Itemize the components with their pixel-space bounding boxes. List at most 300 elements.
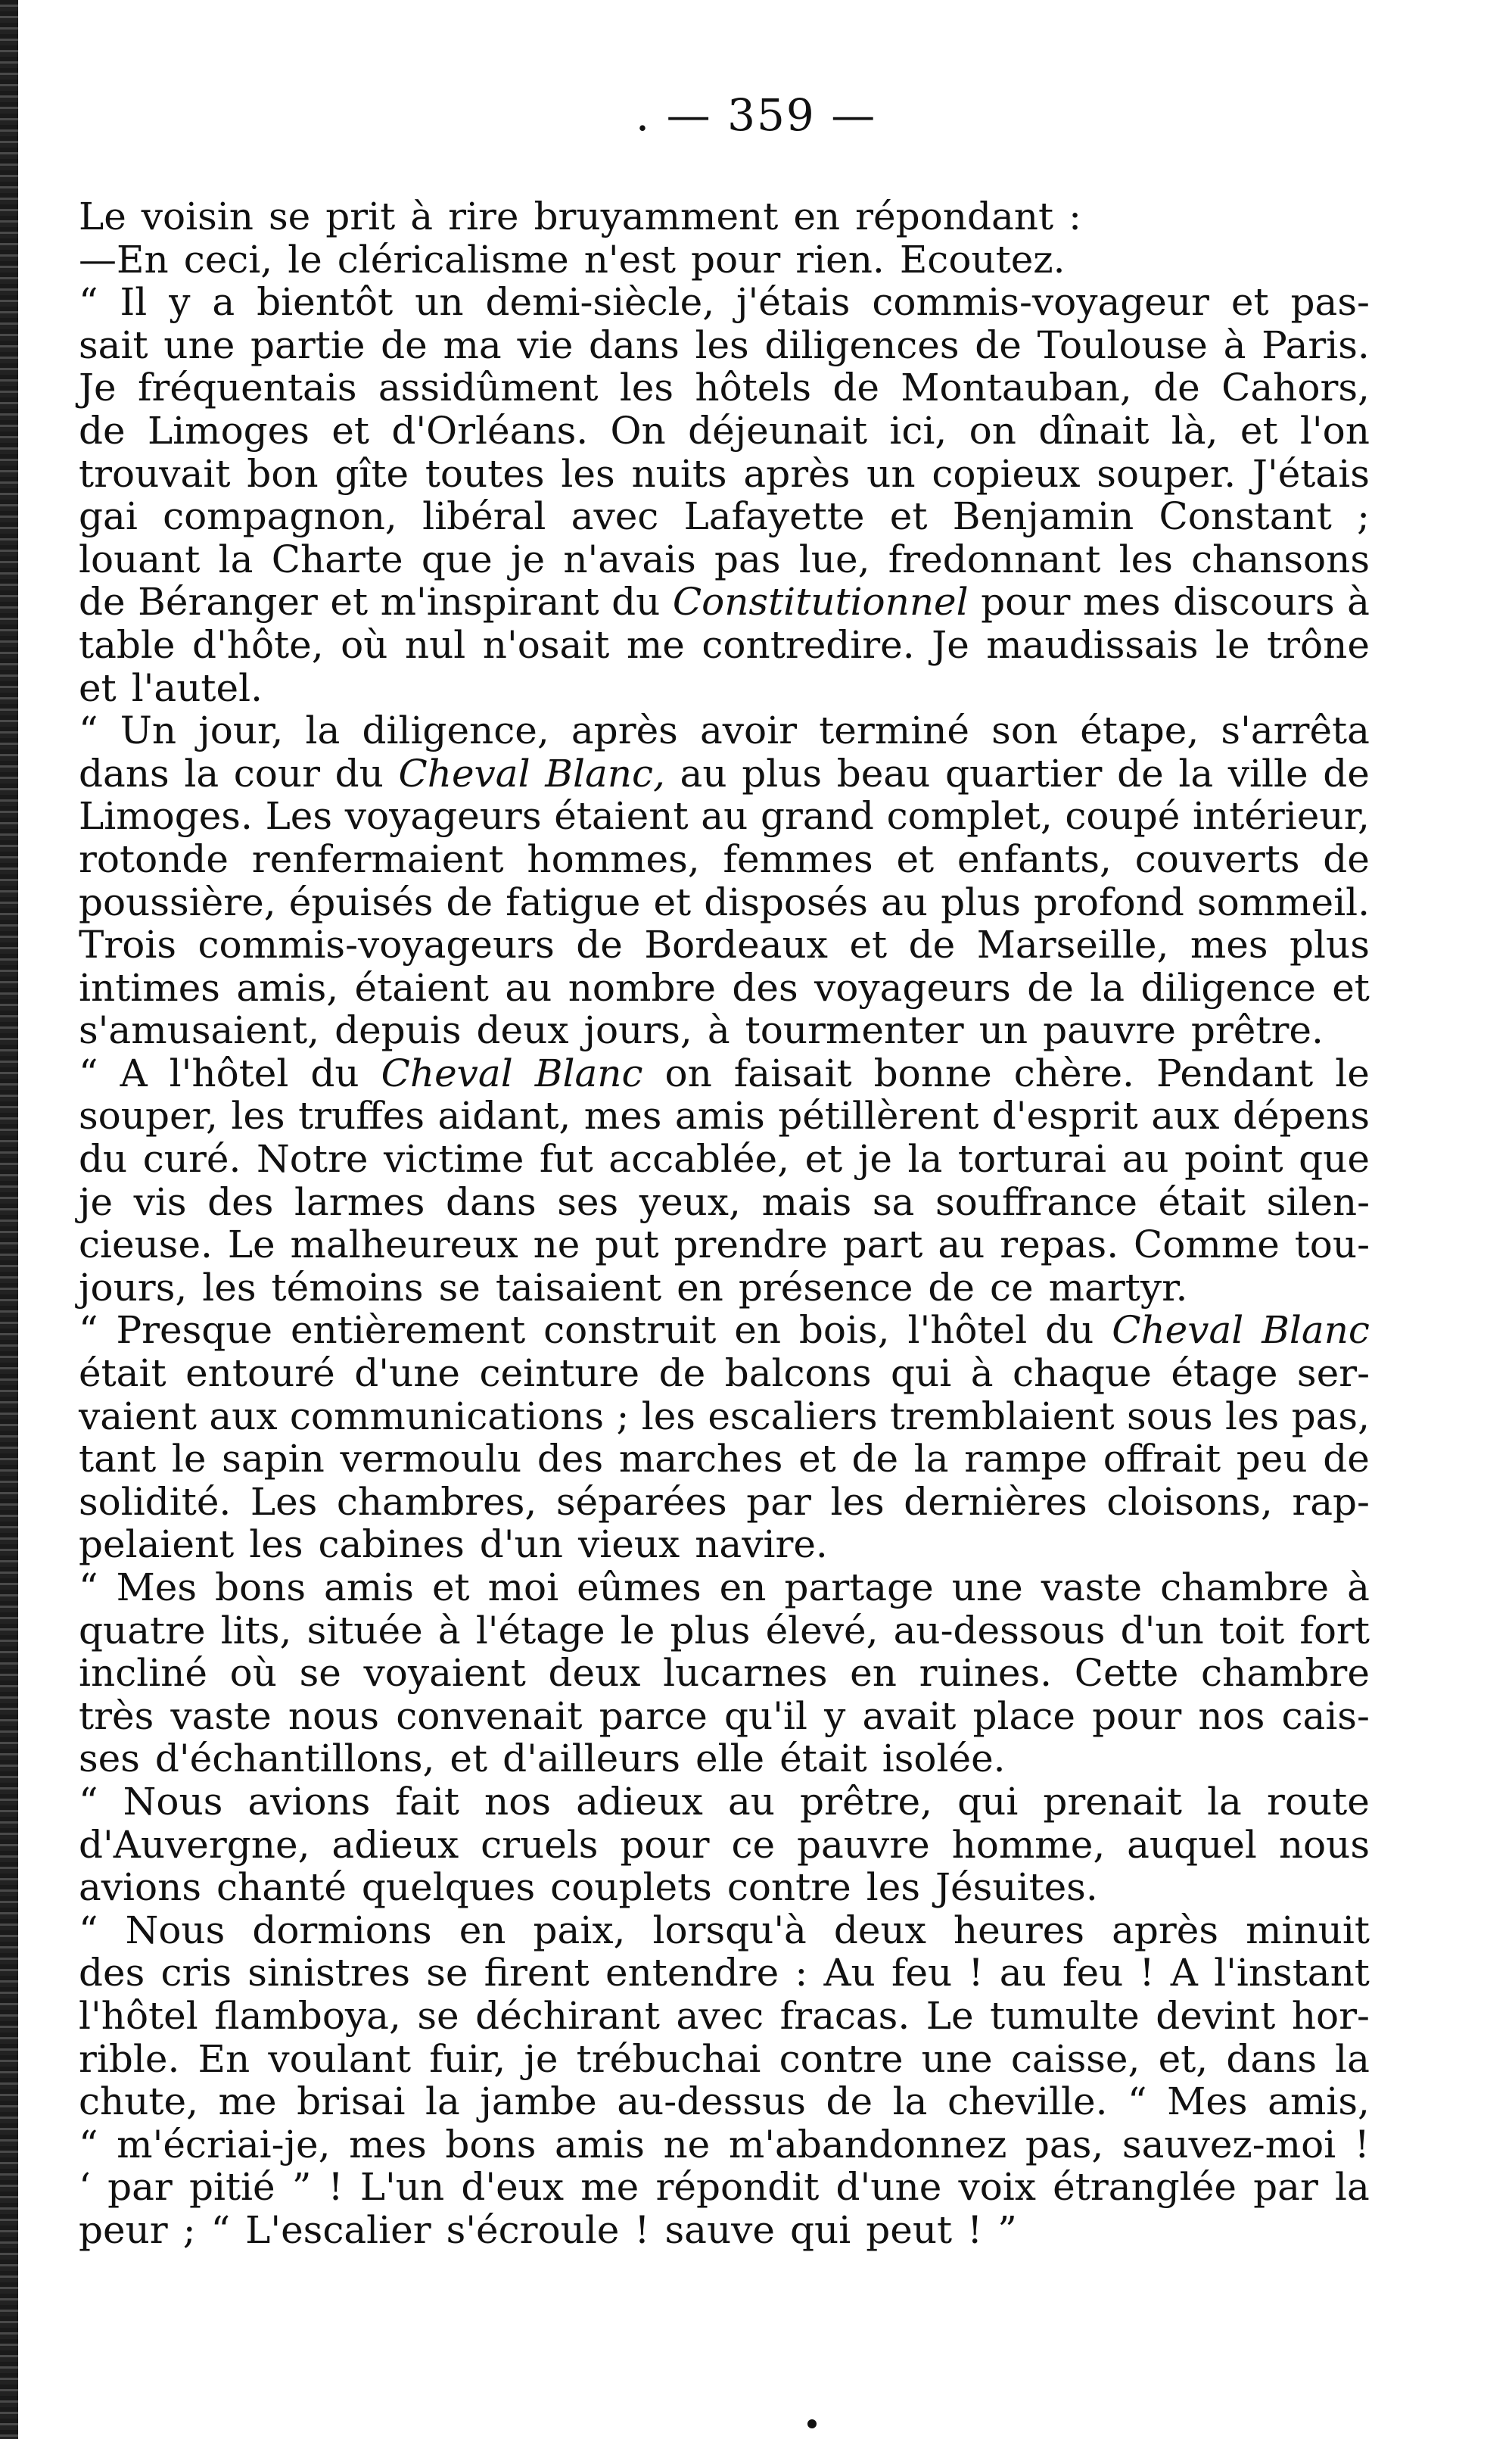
text-line bbox=[79, 1695, 1370, 1738]
word: nos bbox=[484, 1779, 551, 1824]
text-line bbox=[79, 1438, 1370, 1481]
word: en bbox=[850, 1651, 897, 1696]
word: tou- bbox=[1294, 1223, 1370, 1267]
word: Cheval bbox=[398, 751, 530, 796]
word: pelaient bbox=[79, 1522, 235, 1567]
word: plus bbox=[670, 1608, 751, 1652]
word: n'est bbox=[583, 237, 677, 282]
word: ‘ bbox=[79, 2165, 91, 2210]
word: se bbox=[417, 1993, 459, 2038]
word: deux bbox=[833, 1908, 926, 1952]
word: le bbox=[171, 1437, 207, 1481]
word: Jésuites. bbox=[935, 1865, 1098, 1910]
word: au-dessus bbox=[617, 2079, 806, 2124]
word: du bbox=[79, 1137, 128, 1182]
word: maudissais bbox=[986, 622, 1199, 667]
word: pétillèrent bbox=[778, 1094, 979, 1139]
word: déchirant bbox=[475, 1993, 660, 2038]
word: sapin bbox=[222, 1437, 325, 1481]
word: devint bbox=[1156, 1993, 1276, 2038]
word: En bbox=[198, 2036, 250, 2081]
word: répondant bbox=[855, 195, 1054, 238]
word: renfermaient bbox=[251, 836, 504, 881]
text-line bbox=[79, 2080, 1370, 2123]
word: plus bbox=[1290, 923, 1370, 967]
word: “ bbox=[79, 709, 98, 753]
word: d'hôte, bbox=[191, 622, 324, 667]
word: de bbox=[381, 322, 428, 367]
word: “ bbox=[79, 1308, 98, 1353]
word: des bbox=[732, 965, 798, 1010]
word: et bbox=[450, 1737, 488, 1781]
word: disposés bbox=[704, 880, 868, 924]
word: après bbox=[743, 451, 851, 496]
word: n'avais bbox=[563, 537, 696, 581]
word: que bbox=[1299, 1137, 1370, 1182]
text-line bbox=[79, 1352, 1370, 1395]
word: mes bbox=[349, 2122, 427, 2166]
word: Charte bbox=[271, 537, 403, 581]
word: adieux bbox=[331, 1822, 459, 1867]
word: ses bbox=[557, 1179, 619, 1224]
word: nul bbox=[404, 622, 466, 667]
word: Ecoutez. bbox=[899, 237, 1066, 282]
word: du bbox=[334, 751, 384, 796]
word: rotonde bbox=[79, 836, 229, 881]
word: ville bbox=[1227, 751, 1308, 796]
word: chute, bbox=[79, 2079, 198, 2124]
word: les bbox=[641, 1394, 695, 1438]
word: Pendant bbox=[1156, 1051, 1314, 1095]
word: la bbox=[1090, 965, 1125, 1010]
word: de bbox=[1323, 751, 1370, 796]
word: : bbox=[1069, 195, 1081, 238]
word: se bbox=[299, 1651, 341, 1696]
word: peur bbox=[79, 2207, 168, 2252]
word: le bbox=[288, 237, 322, 282]
word: dans bbox=[79, 751, 170, 796]
word: pauvre bbox=[1043, 1008, 1176, 1053]
word: avoir bbox=[700, 709, 798, 753]
word: m'écriai-je, bbox=[117, 2122, 331, 2166]
text-line bbox=[79, 624, 1370, 667]
word: cheville. bbox=[947, 2079, 1108, 2124]
word: offrait bbox=[1103, 1437, 1221, 1481]
word: Blanc bbox=[534, 1051, 643, 1095]
text-line bbox=[79, 795, 1370, 838]
word: jour, bbox=[198, 709, 284, 753]
word: truffes bbox=[298, 1094, 425, 1139]
word: A bbox=[1170, 1951, 1198, 1995]
word: après bbox=[1112, 1908, 1219, 1952]
word: présence bbox=[738, 1265, 913, 1310]
text-line bbox=[79, 495, 1370, 538]
word: L'un bbox=[359, 2165, 445, 2210]
word: d'échantillons, bbox=[154, 1737, 435, 1781]
word: qui bbox=[957, 1779, 1019, 1824]
word: chambre bbox=[1160, 1565, 1330, 1609]
text-line bbox=[79, 2123, 1370, 2166]
word: en bbox=[677, 1265, 723, 1310]
word: convenait bbox=[396, 1693, 583, 1738]
printer-mark-dot bbox=[807, 2419, 817, 2428]
word: d'esprit bbox=[991, 1094, 1138, 1139]
word: à bbox=[1347, 1565, 1370, 1609]
word: ! bbox=[328, 2165, 344, 2210]
word: et, bbox=[1158, 2036, 1209, 2081]
word: de bbox=[1153, 366, 1200, 410]
word: “ bbox=[79, 1908, 98, 1952]
word: tumulte bbox=[990, 1993, 1140, 2038]
word: vaient bbox=[79, 1394, 197, 1438]
word: chère. bbox=[1013, 1051, 1134, 1095]
text-line bbox=[79, 1223, 1370, 1266]
text-line bbox=[79, 195, 1370, 238]
text-line bbox=[79, 709, 1370, 752]
word: Blanc, bbox=[545, 751, 665, 796]
text-line bbox=[79, 752, 1370, 796]
word: et bbox=[1332, 965, 1370, 1010]
word: étape, bbox=[1080, 709, 1199, 753]
word: la bbox=[1178, 751, 1214, 796]
word: jours, bbox=[583, 1008, 692, 1053]
word: —En bbox=[79, 237, 169, 282]
word: yeux, bbox=[639, 1179, 741, 1224]
word: dans bbox=[445, 1179, 537, 1224]
word: cloisons, bbox=[1106, 1479, 1273, 1524]
word: en bbox=[719, 1565, 767, 1609]
word: On bbox=[610, 408, 666, 453]
word: peu bbox=[1236, 1437, 1308, 1481]
text-line bbox=[79, 1737, 1370, 1780]
word: les bbox=[695, 322, 749, 367]
text-line bbox=[79, 967, 1370, 1010]
word: la bbox=[1335, 2036, 1370, 2081]
word: bons bbox=[445, 2122, 537, 2166]
word: déjeunait bbox=[688, 408, 868, 453]
word: vaste bbox=[170, 1693, 272, 1738]
word: de bbox=[908, 923, 956, 967]
word: sauvez-moi bbox=[1122, 2122, 1336, 2166]
word: au bbox=[505, 965, 552, 1010]
word: pas bbox=[714, 537, 781, 581]
word: amis, bbox=[236, 965, 339, 1010]
word: aux bbox=[1151, 1094, 1220, 1139]
word: libéral bbox=[422, 494, 546, 539]
word: se bbox=[438, 1265, 481, 1310]
word: trouvait bbox=[79, 451, 231, 496]
text-line bbox=[79, 581, 1370, 624]
word: ” bbox=[291, 2165, 312, 2210]
word: taisaient bbox=[495, 1265, 662, 1310]
word: malheureux bbox=[290, 1223, 518, 1267]
word: témoins bbox=[271, 1265, 424, 1310]
word: et bbox=[331, 408, 369, 453]
word: : bbox=[795, 1951, 808, 1995]
word: mais bbox=[761, 1179, 852, 1224]
word: ; bbox=[1357, 494, 1370, 539]
word: depuis bbox=[334, 1008, 462, 1053]
word: sait bbox=[79, 322, 148, 367]
text-line bbox=[79, 1995, 1370, 2038]
text-line bbox=[79, 2038, 1370, 2081]
word: prêtre. bbox=[1190, 1008, 1324, 1053]
word: complet, bbox=[886, 794, 1053, 839]
word: à bbox=[707, 1008, 730, 1053]
word: ses bbox=[79, 1737, 140, 1781]
text-line bbox=[79, 281, 1370, 324]
word: pas, bbox=[1291, 1394, 1370, 1438]
word: assidûment bbox=[378, 366, 599, 410]
word: a bbox=[212, 280, 235, 325]
word: étaient bbox=[354, 965, 489, 1010]
word: incliné bbox=[79, 1651, 207, 1696]
word: ce bbox=[731, 1822, 776, 1867]
word: adieux bbox=[576, 1779, 703, 1824]
word: pour bbox=[620, 1822, 710, 1867]
word: et bbox=[849, 923, 888, 967]
word: après bbox=[571, 709, 678, 753]
word: lucarnes bbox=[663, 1651, 828, 1696]
word: lits, bbox=[220, 1608, 292, 1652]
word: Le bbox=[926, 1993, 974, 2038]
word: copieux bbox=[932, 451, 1081, 496]
text-line bbox=[79, 366, 1370, 410]
word: Lafayette bbox=[683, 494, 865, 539]
word: par bbox=[746, 1479, 811, 1524]
word: ne bbox=[663, 2122, 711, 2166]
word: Il bbox=[120, 280, 148, 325]
word: de bbox=[928, 1265, 975, 1310]
word: hôtels bbox=[695, 366, 812, 410]
word: jours, bbox=[79, 1265, 188, 1310]
word: commis-voyageur bbox=[872, 280, 1209, 325]
word: mes bbox=[583, 1094, 662, 1139]
word: A bbox=[120, 1051, 148, 1095]
word: bonne bbox=[873, 1051, 992, 1095]
text-line bbox=[79, 1780, 1370, 1824]
text-line bbox=[79, 1181, 1370, 1224]
text-line bbox=[79, 1866, 1370, 1909]
word: me bbox=[580, 2165, 639, 2210]
word: cabines bbox=[318, 1522, 465, 1567]
word: séparées bbox=[555, 1479, 727, 1524]
word: feu bbox=[1062, 1951, 1124, 1995]
word: amis, bbox=[1268, 2079, 1370, 2124]
word: qu'il bbox=[724, 1693, 807, 1738]
word: Cheval bbox=[1112, 1308, 1244, 1353]
word: souper. bbox=[1097, 451, 1237, 496]
text-line bbox=[79, 1566, 1370, 1609]
word: bon bbox=[247, 451, 319, 496]
word: de bbox=[79, 580, 126, 625]
word: quatre bbox=[79, 1608, 206, 1652]
word: un bbox=[978, 1008, 1028, 1053]
word: de bbox=[576, 923, 623, 967]
word: des bbox=[79, 1951, 145, 1995]
word: toutes bbox=[425, 451, 545, 496]
word: chambre bbox=[1200, 1651, 1370, 1696]
word: homme, bbox=[951, 1822, 1106, 1867]
word: couverts bbox=[1134, 836, 1300, 881]
word: heures bbox=[953, 1908, 1085, 1952]
word: beau bbox=[836, 751, 931, 796]
word: Au bbox=[823, 1951, 876, 1995]
word: moi bbox=[487, 1565, 559, 1609]
word: quelques bbox=[361, 1865, 536, 1910]
word: femmes bbox=[723, 836, 873, 881]
word: à bbox=[970, 1351, 994, 1396]
text-line bbox=[79, 1824, 1370, 1867]
word: répondit bbox=[655, 2165, 820, 2210]
word: était bbox=[779, 1737, 867, 1781]
word: “ bbox=[79, 1565, 98, 1609]
word: grand bbox=[760, 794, 874, 839]
word: sous bbox=[1126, 1394, 1213, 1438]
word: là, bbox=[1171, 408, 1218, 453]
word: on bbox=[664, 1051, 712, 1095]
word: trône bbox=[1267, 622, 1370, 667]
text-line bbox=[79, 1138, 1370, 1181]
word: discours bbox=[1173, 580, 1335, 625]
word: rire bbox=[448, 195, 519, 238]
word: lorsqu'à bbox=[652, 1908, 807, 1952]
word: fort bbox=[1299, 1608, 1370, 1652]
word: profond bbox=[1034, 880, 1184, 924]
page-number: . — 359 — bbox=[635, 89, 877, 141]
word: de bbox=[658, 1351, 706, 1396]
word: la bbox=[1207, 1779, 1242, 1824]
word: se bbox=[269, 195, 311, 238]
word: ruines. bbox=[919, 1651, 1053, 1696]
word: terminé bbox=[819, 709, 969, 753]
word: prenait bbox=[1043, 1779, 1182, 1824]
word: de bbox=[975, 322, 1022, 367]
word: la bbox=[305, 709, 341, 753]
word: Paris. bbox=[1262, 322, 1370, 367]
word: de bbox=[79, 408, 126, 453]
word: pas, bbox=[1025, 2122, 1104, 2166]
word: au bbox=[999, 1951, 1047, 1995]
word: l'étage bbox=[475, 1608, 605, 1652]
word: elle bbox=[695, 1737, 765, 1781]
word: Je bbox=[79, 366, 117, 410]
word: à bbox=[410, 195, 434, 238]
word: une bbox=[163, 322, 235, 367]
word: en bbox=[793, 195, 841, 238]
word: vermoulu bbox=[340, 1437, 522, 1481]
word: escaliers bbox=[708, 1394, 878, 1438]
word: Nous bbox=[123, 1779, 223, 1824]
word: nos bbox=[1198, 1693, 1265, 1738]
word: partie bbox=[250, 322, 366, 367]
word: mes bbox=[1190, 923, 1268, 967]
text-line bbox=[79, 538, 1370, 581]
word: “ bbox=[79, 1779, 98, 1824]
word: Le bbox=[79, 195, 126, 238]
word: l'hôtel bbox=[79, 1993, 198, 2038]
word: et bbox=[798, 1437, 836, 1481]
word: en bbox=[734, 1308, 782, 1353]
word: vie bbox=[517, 322, 574, 367]
word: pitié bbox=[188, 2165, 275, 2210]
word: isolée. bbox=[882, 1737, 1006, 1781]
text-line bbox=[79, 1052, 1370, 1095]
word: d'Auvergne, bbox=[79, 1822, 310, 1867]
word: dépens bbox=[1232, 1094, 1370, 1139]
word: s'arrêta bbox=[1221, 709, 1370, 753]
word: ! bbox=[967, 2207, 983, 2252]
text-line bbox=[79, 1652, 1370, 1695]
word: fut bbox=[539, 1137, 593, 1182]
word: ser- bbox=[1296, 1351, 1370, 1396]
word: le bbox=[1215, 622, 1250, 667]
word: entièrement bbox=[290, 1308, 526, 1353]
word: un bbox=[415, 280, 464, 325]
word: contre bbox=[779, 2036, 904, 2081]
word: point bbox=[1184, 1137, 1283, 1182]
word: hor- bbox=[1291, 1993, 1370, 2038]
word: Le bbox=[227, 1223, 275, 1267]
word: du bbox=[1045, 1308, 1094, 1353]
word: l'autel. bbox=[131, 665, 263, 710]
word: voyageurs bbox=[814, 965, 1011, 1010]
word: Béranger bbox=[138, 580, 318, 625]
word: sa bbox=[872, 1179, 915, 1224]
word: part bbox=[842, 1223, 923, 1267]
word: des bbox=[537, 1437, 604, 1481]
word: fredonnant bbox=[888, 537, 1101, 581]
word: jambe bbox=[480, 2079, 597, 2124]
word: Constitutionnel bbox=[672, 580, 969, 625]
word: quartier bbox=[944, 751, 1103, 796]
word: entendre bbox=[605, 1951, 779, 1995]
text-line bbox=[79, 1095, 1370, 1138]
word: du bbox=[611, 580, 661, 625]
word: dînait bbox=[1038, 408, 1150, 453]
word: prit bbox=[325, 195, 396, 238]
word: couplets bbox=[550, 1865, 712, 1910]
word: put bbox=[595, 1223, 659, 1267]
word: pauvre bbox=[796, 1822, 930, 1867]
word: place bbox=[972, 1693, 1075, 1738]
word: de bbox=[1323, 836, 1370, 881]
text-line bbox=[79, 2209, 1370, 2252]
word: la bbox=[425, 2079, 460, 2124]
word: fréquentais bbox=[137, 366, 357, 410]
word: partage bbox=[784, 1565, 934, 1609]
word: la bbox=[184, 751, 219, 796]
word: pour bbox=[981, 580, 1071, 625]
word: m'abandonnez bbox=[728, 2122, 1007, 2166]
word: bons bbox=[215, 1565, 306, 1609]
word: J'étais bbox=[1252, 451, 1370, 496]
word: diligence bbox=[1140, 965, 1316, 1010]
word: Montauban, bbox=[901, 366, 1132, 410]
word: et bbox=[653, 880, 692, 924]
word: nombre bbox=[568, 965, 716, 1010]
word: paix, bbox=[533, 1908, 626, 1952]
word: d'un bbox=[479, 1522, 563, 1567]
word: nous bbox=[288, 1693, 380, 1738]
word: cais- bbox=[1281, 1693, 1370, 1738]
word: au bbox=[880, 880, 928, 924]
word: était bbox=[79, 1351, 166, 1396]
word: amis bbox=[324, 1565, 414, 1609]
word: curé. bbox=[142, 1137, 241, 1182]
word: s'amusaient, bbox=[79, 1008, 320, 1053]
word: cris bbox=[160, 1951, 232, 1995]
